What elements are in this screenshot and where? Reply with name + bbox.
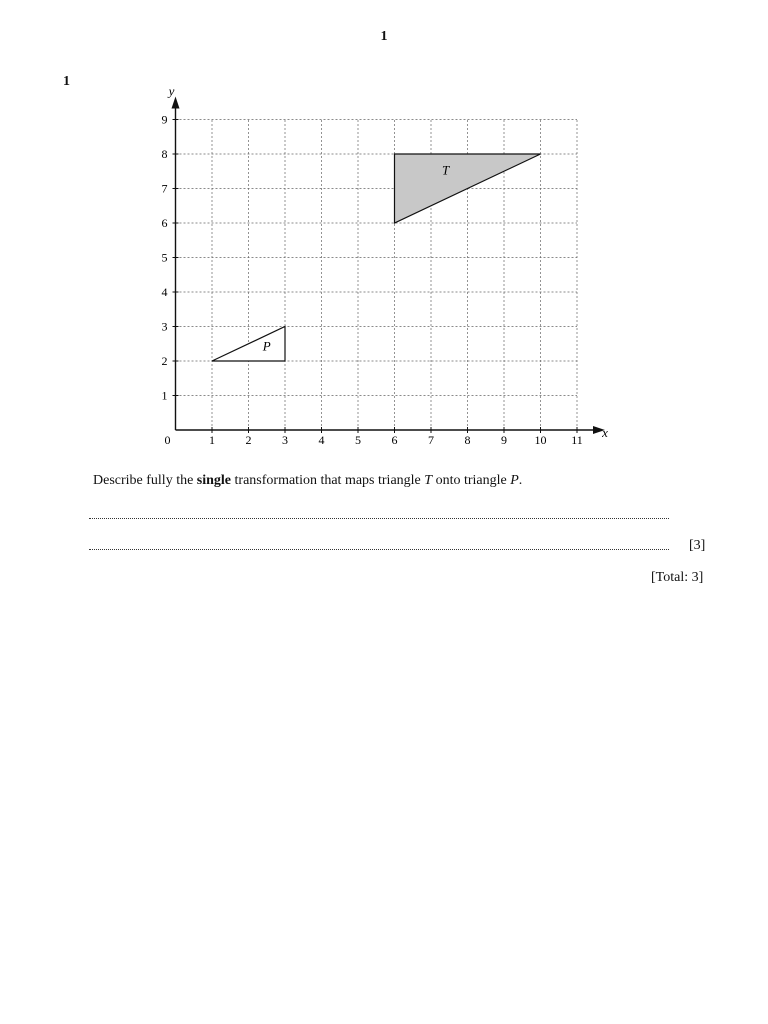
triangle-t-label: T (441, 162, 450, 178)
y-axis-label: y (168, 83, 175, 99)
y-tick-label: 2 (161, 354, 168, 368)
triangle-p (212, 327, 285, 362)
question-text-bold: single (196, 473, 232, 488)
origin-label: 0 (164, 433, 171, 447)
triangle-p-label: P (262, 338, 271, 354)
marks-label: [3] (689, 538, 706, 553)
question-text (93, 473, 522, 489)
answer-line-2[interactable] (89, 549, 669, 550)
x-tick-label: 4 (318, 433, 325, 447)
x-tick-label: 1 (209, 433, 215, 447)
coordinate-grid (0, 0, 768, 460)
question-text-middle: transformation that maps triangle (231, 473, 425, 488)
x-tick-label: 11 (571, 433, 583, 447)
y-tick-label: 5 (161, 250, 168, 265)
x-tick-label: 7 (428, 433, 434, 447)
y-tick-label: 8 (161, 147, 168, 161)
y-tick-label: 7 (161, 181, 168, 196)
x-axis-label: x (602, 425, 608, 440)
answer-line-1[interactable] (89, 518, 669, 519)
total-marks-label: [Total: 3] (651, 570, 704, 585)
x-tick-label: 5 (355, 433, 361, 447)
x-tick-label: 3 (282, 433, 288, 447)
x-tick-label: 8 (464, 433, 471, 447)
question-text-start: Describe fully the (93, 473, 197, 488)
x-tick-label: 9 (501, 433, 507, 447)
question-number: 1 (63, 74, 70, 89)
question-text-end: . (518, 473, 523, 488)
x-tick-label: 10 (534, 433, 547, 447)
triangle-t-reference: T (424, 473, 433, 488)
triangle-p-reference: P (510, 473, 519, 488)
y-tick-label: 9 (161, 112, 168, 127)
page-number: 1 (380, 29, 388, 44)
y-tick-label: 3 (161, 319, 168, 334)
x-tick-label: 2 (245, 433, 252, 447)
y-tick-label: 1 (161, 388, 168, 403)
y-tick-label: 6 (161, 216, 168, 230)
y-tick-label: 4 (161, 285, 168, 299)
question-text-onto: onto triangle (432, 473, 511, 488)
x-tick-label: 6 (391, 433, 398, 447)
